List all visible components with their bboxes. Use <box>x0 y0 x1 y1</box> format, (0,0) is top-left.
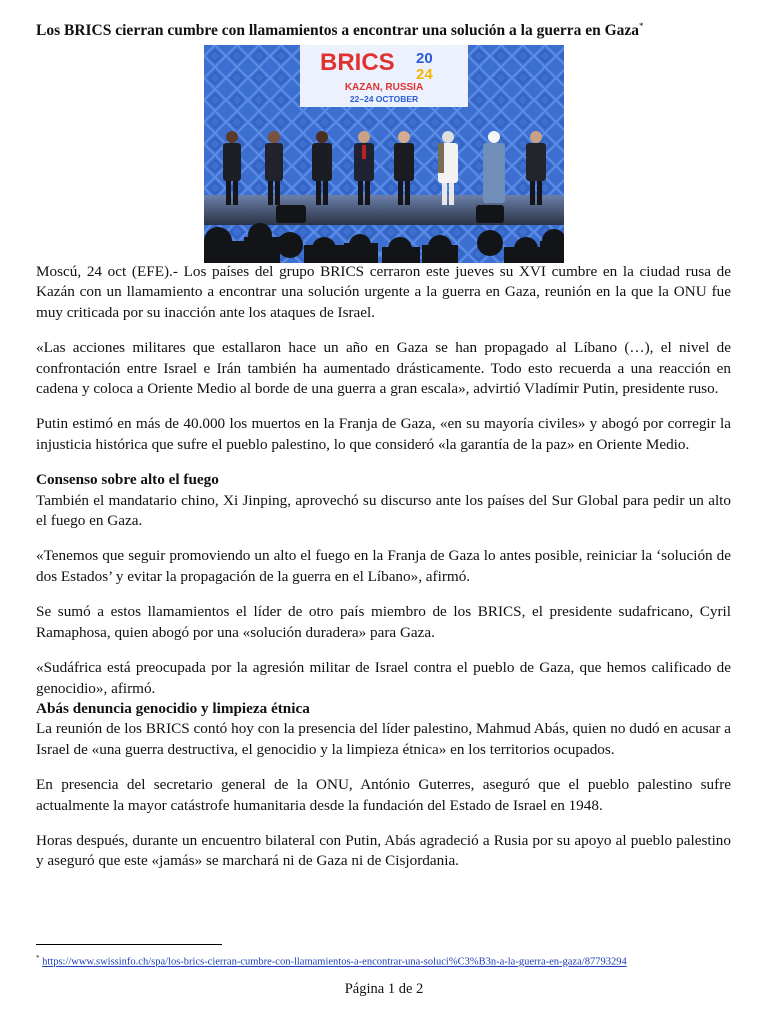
logo-dates: 22–24 OCTOBER <box>349 94 419 104</box>
paragraph: Moscú, 24 oct (EFE).- Los países del grupo BRICS cerraron este jueves su XVI cumbre en la ciudad rusa de Kazán con un llamamiento a encontrar una solución urgente a la guerra en Gaza, reunión en la que la ONU fue muy criticada por su inacción ante los ataques de Israel. <box>36 263 731 321</box>
source-link[interactable]: https://www.swissinfo.ch/spa/los-brics-cierran-cumbre-con-llamamientos-a-encontrar-una-soluci%C3%B3n-a-la-guerra-en-gaza/87793294 <box>42 956 627 968</box>
footnote-marker: * <box>36 954 40 962</box>
article-title <box>36 21 736 40</box>
footnote-marker[interactable]: * <box>639 21 644 31</box>
footnote-separator <box>36 944 222 945</box>
footnote <box>36 952 726 969</box>
logo-location: KAZAN, RUSSIA <box>344 82 424 93</box>
article-body <box>36 262 731 887</box>
subheading: Abás denuncia genocidio y limpieza étnica <box>36 699 310 717</box>
title-text: Los BRICS cierran cumbre con llamamientos a encontrar una solución a la guerra en Gaza <box>36 22 640 40</box>
logo-year-top: 20 <box>416 50 433 67</box>
paragraph: En presencia del secretario general de la ONU, António Guterres, aseguró que el pueblo palestino sufre actualmente la mayor catástrofe humanitaria desde la fundación del Estado de Israel en 1948. <box>36 776 731 814</box>
paragraph: La reunión de los BRICS contó hoy con la presencia del líder palestino, Mahmud Abás, quien no dudó en acusar a Israel de «una guerra destructiva, el genocidio y la limpieza étnica» en los territorios ocupados. <box>36 720 731 758</box>
summit-photo <box>204 45 564 263</box>
paragraph: Putin estimó en más de 40.000 los muertos en la Franja de Gaza, «en su mayoría civiles» y abogó por corregir la injusticia histórica que sufre el pueblo palestino, lo que consideró «la garantía de la paz» en Oriente Medio. <box>36 415 731 453</box>
subheading: Consenso sobre alto el fuego <box>36 471 219 489</box>
logo-year-bottom: 24 <box>416 66 433 83</box>
paragraph: «Sudáfrica está preocupada por la agresión militar de Israel contra el pueblo de Gaza, que hemos calificado de genocidio», afirmó. <box>36 659 731 697</box>
logo-text: BRICS <box>320 49 395 76</box>
paragraph: «Tenemos que seguir promoviendo un alto el fuego en la Franja de Gaza lo antes posible, reiniciar la ‘solución de dos Estados’ y evitar la propagación de la guerra en el Líbano», afirmó. <box>36 547 731 585</box>
stage-floor <box>204 195 564 225</box>
paragraph: «Las acciones militares que estallaron hace un año en Gaza se han propagado al Líbano (…), el nivel de confrontación entre Israel e Irán también ha aumentado drásticamente. Todo esto recuerda a una reacción en cadena y coloca a Oriente Medio al borde de una guerra a gran escala», advirtió Vladímir Putin, presidente ruso. <box>36 339 731 398</box>
paragraph: Se sumó a estos llamamientos el líder de otro país miembro de los BRICS, el presidente sudafricano, Cyril Ramaphosa, quien abogó por una «solución duradera» para Gaza. <box>36 603 731 641</box>
page-number: Página 1 de 2 <box>344 981 424 997</box>
paragraph: También el mandatario chino, Xi Jinping, aprovechó su discurso ante los países del Sur Global para pedir un alto el fuego en Gaza. <box>36 491 731 530</box>
paragraph: Horas después, durante un encuentro bilateral con Putin, Abás agradeció a Rusia por su apoyo al pueblo palestino y aseguró que este «jamás» se marchará ni de Gaza ni de Cisjordania. <box>36 831 731 870</box>
